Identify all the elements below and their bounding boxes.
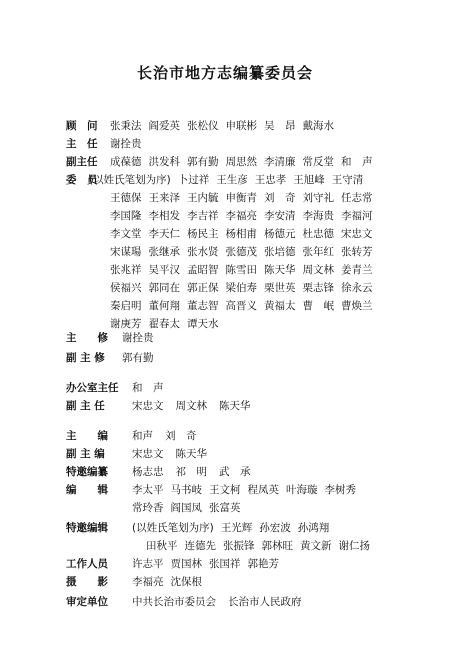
list-row	[66, 380, 446, 396]
person-name: 张水贤	[187, 246, 219, 258]
role-label: 副 主 编	[66, 448, 105, 460]
person-name: 李相发	[148, 210, 180, 222]
person-name: 王光辉	[220, 522, 253, 534]
list-row	[66, 500, 446, 516]
role-label: 摄 影	[66, 576, 108, 588]
person-name: 孟昭智	[187, 264, 219, 276]
list-row	[66, 226, 446, 242]
person-name: 阎爱英	[148, 120, 180, 132]
ordering-note: (以姓氏笔划为序)	[89, 174, 171, 186]
ordering-note: (以姓氏笔划为序)	[132, 522, 214, 534]
person-name: 王忠孝	[254, 174, 287, 186]
person-name: 秦启明	[110, 300, 142, 312]
role-label: 主 任	[66, 138, 98, 150]
person-name: 张年红	[302, 246, 334, 258]
person-name: 栗志锋	[302, 282, 334, 294]
person-name: 中共长治市委员会	[132, 596, 216, 608]
list-row	[66, 208, 446, 224]
person-name: 杜忠德	[302, 228, 334, 240]
person-name: 成葆德	[110, 156, 142, 168]
person-name: 和 声	[341, 156, 373, 168]
person-name: 王文柯	[209, 484, 241, 496]
list-row	[66, 520, 446, 536]
person-name: 杨德元	[264, 228, 296, 240]
role-label: 副 主 任	[66, 400, 105, 412]
person-name: 马书岐	[170, 484, 202, 496]
person-name: 刘守礼	[302, 192, 334, 204]
person-name: 董志智	[187, 300, 219, 312]
person-name: 张兆祥	[110, 264, 142, 276]
person-name: 戴海水	[302, 120, 334, 132]
person-name: 董何翔	[148, 300, 180, 312]
person-name: 王旭峰	[293, 174, 325, 186]
person-name: 谢拴贵	[110, 138, 142, 150]
person-name: 张德茂	[225, 246, 257, 258]
person-name: 常玲香	[132, 502, 164, 514]
person-name: 曹焕兰	[341, 300, 373, 312]
person-name: 常反堂	[302, 156, 334, 168]
person-name: 武 承	[219, 466, 251, 478]
role-label: 审定单位	[66, 596, 108, 608]
person-name: 谢庚芳	[110, 318, 142, 330]
person-name: 王德保	[110, 192, 142, 204]
person-name: 郭林旺	[261, 540, 293, 552]
person-name: 李清廉	[264, 156, 296, 168]
person-name: 宋忠文	[132, 400, 164, 412]
person-name: 申联彬	[225, 120, 257, 132]
person-name: 杨志忠	[132, 466, 164, 478]
person-name: 祁 明	[175, 466, 207, 478]
person-name: 李海贵	[302, 210, 334, 222]
person-name: 和声	[132, 430, 153, 442]
person-name: 贾国林	[170, 558, 202, 570]
role-label: 办公室主任	[66, 382, 119, 394]
person-name: 姜青兰	[341, 264, 373, 276]
person-name: 孙鸿翔	[297, 522, 330, 534]
person-name: 张转芳	[341, 246, 373, 258]
person-name: 洪发科	[148, 156, 180, 168]
person-name: 吴 昂	[264, 120, 296, 132]
person-name: 谢拴贵	[122, 332, 154, 344]
role-label: 主 修	[66, 332, 108, 344]
person-name: 卜过祥	[177, 174, 210, 186]
person-name: 谭天水	[187, 318, 219, 330]
person-name: 张培德	[264, 246, 296, 258]
person-name: 叶海璇	[286, 484, 318, 496]
person-name: 周文林	[302, 264, 334, 276]
person-name: 李文堂	[110, 228, 142, 240]
list-row	[66, 154, 446, 170]
person-name: 刘 奇	[165, 430, 197, 442]
person-name: 谢仁扬	[338, 540, 370, 552]
person-name: 周文林	[175, 400, 207, 412]
person-name: 侯福兴	[110, 282, 142, 294]
person-name: 杨民主	[187, 228, 219, 240]
person-name: 张富英	[209, 502, 241, 514]
person-name: 张秉法	[110, 120, 142, 132]
person-name: 杨相甫	[225, 228, 257, 240]
list-row	[66, 136, 446, 152]
person-name: 和 声	[132, 382, 164, 394]
person-name: 陈天华	[264, 264, 296, 276]
person-name: 曹 岷	[302, 300, 334, 312]
person-name: 李福亮	[225, 210, 257, 222]
person-name: 梁伯寿	[225, 282, 257, 294]
person-name: 王内毓	[187, 192, 219, 204]
list-row	[66, 280, 446, 296]
person-name: 宋谋瑒	[110, 246, 142, 258]
list-row	[66, 190, 446, 206]
person-name: 李国隆	[110, 210, 142, 222]
person-name: 吴平汉	[148, 264, 180, 276]
person-name: 李树秀	[324, 484, 356, 496]
person-name: 任志常	[341, 192, 373, 204]
person-name: 宋忠文	[132, 448, 164, 460]
person-name: 翟春太	[148, 318, 180, 330]
person-name: 申衡青	[225, 192, 257, 204]
person-name: 张松仪	[187, 120, 219, 132]
person-name: 郭同在	[148, 282, 180, 294]
person-name: 陈雪田	[225, 264, 257, 276]
person-name: 沈保根	[170, 576, 202, 588]
person-name: 许志平	[132, 558, 164, 570]
person-name: 王生彦	[216, 174, 248, 186]
person-name: 李天仁	[148, 228, 180, 240]
person-name: 李吉祥	[187, 210, 219, 222]
person-name: 徐永云	[341, 282, 373, 294]
person-name: 田秋平	[146, 540, 178, 552]
role-label: 编 辑	[66, 484, 108, 496]
list-row	[66, 350, 446, 366]
person-name: 孙宏波	[259, 522, 291, 534]
person-name: 郭有勤	[122, 352, 154, 364]
list-row	[66, 594, 446, 610]
person-name: 程凤英	[247, 484, 279, 496]
person-name: 连德先	[184, 540, 216, 552]
list-row	[66, 244, 446, 260]
person-name: 李安清	[264, 210, 296, 222]
list-row	[66, 538, 446, 554]
person-name: 陈天华	[175, 448, 207, 460]
person-name: 黄福太	[264, 300, 296, 312]
person-name: 郭正保	[187, 282, 219, 294]
person-name: 郭艳芳	[247, 558, 279, 570]
person-name: 郭有勤	[187, 156, 219, 168]
list-row	[66, 398, 446, 414]
person-name: 周思然	[225, 156, 257, 168]
role-label: 副 主 修	[66, 352, 105, 364]
role-label: 顾 问	[66, 120, 98, 132]
list-row	[66, 298, 446, 314]
list-row	[66, 262, 446, 278]
list-row	[66, 446, 446, 462]
list-row	[66, 482, 446, 498]
person-name: 栗世英	[264, 282, 296, 294]
list-row	[66, 172, 446, 188]
person-name: 长治市人民政府	[228, 596, 302, 608]
person-name: 李福河	[341, 210, 373, 222]
list-row	[66, 464, 446, 480]
person-name: 刘 奇	[264, 192, 296, 204]
person-name: 李福亮	[132, 576, 164, 588]
person-name: 阎国凤	[170, 502, 202, 514]
person-name: 张国祥	[209, 558, 241, 570]
list-row	[66, 428, 446, 444]
page-title: 长治市地方志编纂委员会	[136, 64, 313, 82]
list-row	[66, 556, 446, 572]
list-row	[66, 330, 446, 346]
person-name: 张振锋	[223, 540, 255, 552]
list-row	[66, 574, 446, 590]
person-name: 张继承	[148, 246, 180, 258]
list-row	[66, 118, 446, 134]
person-name: 陈天华	[219, 400, 251, 412]
role-label: 委 员	[66, 174, 98, 186]
role-label: 工作人员	[66, 558, 108, 570]
person-name: 王来泽	[148, 192, 180, 204]
person-name: 李太平	[132, 484, 164, 496]
role-label: 特邀编纂	[66, 466, 108, 478]
person-name: 宋忠文	[341, 228, 373, 240]
role-label: 特邀编辑	[66, 522, 108, 534]
person-name: 黄文新	[300, 540, 332, 552]
role-label: 副主任	[66, 156, 98, 168]
person-name: 高晋义	[225, 300, 257, 312]
person-name: 王守清	[331, 174, 364, 186]
role-label: 主 编	[66, 430, 108, 442]
